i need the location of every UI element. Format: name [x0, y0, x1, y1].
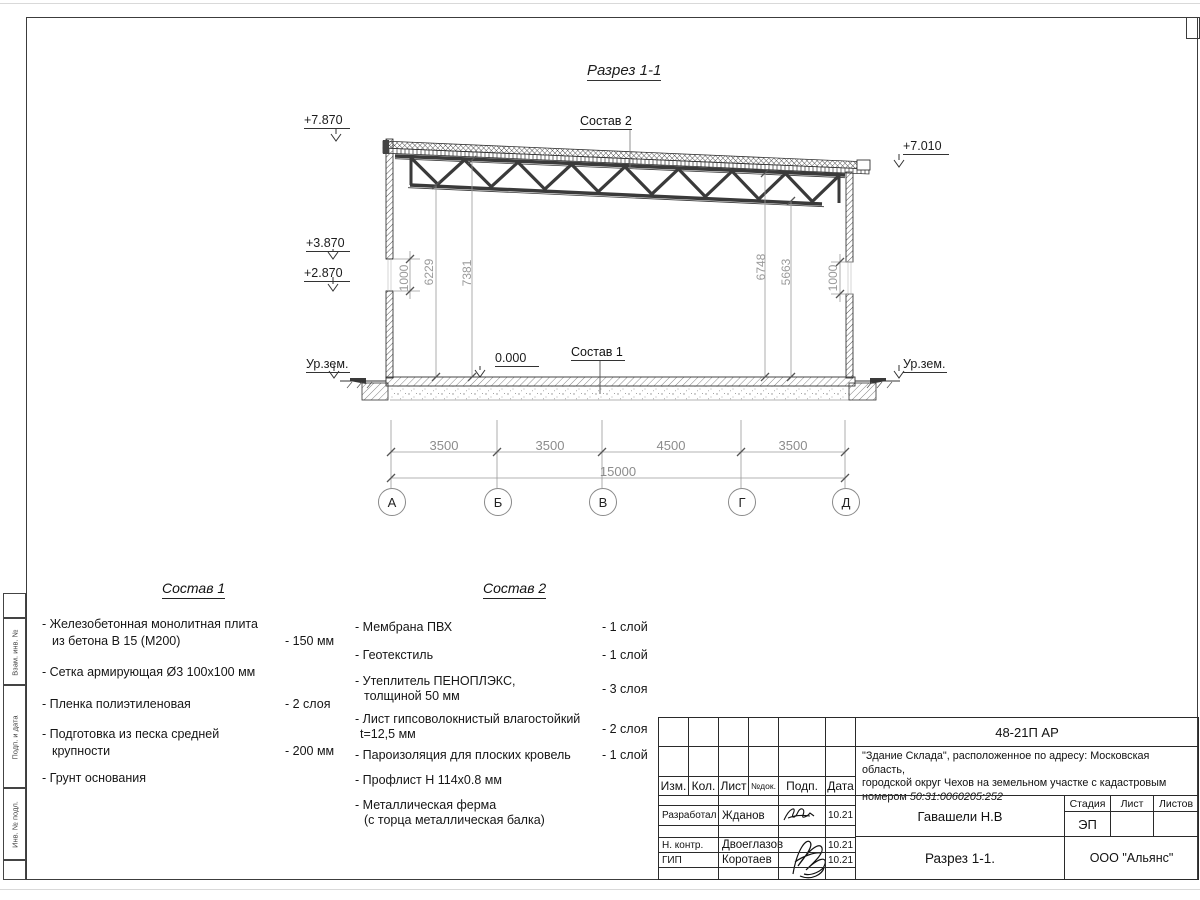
tb-cell: [748, 746, 779, 777]
sostav1-item-3-line1: - Подготовка из песка средней: [42, 727, 220, 741]
tb-cell: [718, 717, 749, 747]
project-line2: городской округ Чехов на земельном участке с кадастровым: [862, 777, 1167, 789]
vdim-right-1000: 1000: [826, 264, 840, 292]
tb-cell: [688, 746, 719, 777]
tb-name-zhdanov: Жданов: [718, 805, 779, 826]
tb-role-razrabotal: Разработал: [658, 805, 719, 826]
sostav2-item-3-value: - 2 слоя: [602, 722, 648, 736]
vdim-6748: 6748: [754, 253, 768, 281]
tb-date-razrabotal: 10.21: [825, 805, 856, 826]
sostav2-item-4-value: - 1 слой: [602, 748, 648, 762]
sostav1-item-0-value: - 150 мм: [285, 634, 335, 648]
sostav2-item-3-line2: t=12,5 мм: [360, 727, 416, 741]
foundation-left: [362, 383, 388, 400]
sostav2-item-6-line2: (с торца металлическая балка): [364, 813, 545, 827]
vdim-7381: 7381: [460, 259, 474, 287]
tb-cell: [718, 867, 779, 880]
axis-letter: А: [387, 494, 397, 510]
wall-right: [846, 172, 853, 378]
tb-project-description: [855, 746, 1199, 803]
tb-company: ООО "Альянс": [1064, 836, 1199, 880]
elevation-2870: +2.870: [304, 266, 350, 282]
sostav1-heading: Состав 1: [162, 580, 225, 599]
tb-stage-label: Стадия: [1064, 795, 1111, 812]
title-block: [658, 717, 1198, 880]
side-label-vzam: Взам. инв. №: [10, 629, 20, 676]
side-label-inv: Инв. № подл.: [10, 801, 20, 848]
sostav2-item-2-line1: - Утеплитель ПЕНОПЛЭКС,: [355, 674, 516, 688]
tb-name-korotaev: Коротаев: [718, 852, 779, 868]
hdim-vg: 4500: [656, 438, 686, 453]
floor-slab: [386, 377, 855, 386]
tb-cell: [748, 717, 779, 747]
sostav1-item-3-line2: крупности: [52, 744, 111, 758]
sostav2-item-0-value: - 1 слой: [602, 620, 648, 634]
ground-label-right: Ур.зем.: [903, 357, 946, 371]
tb-header-ndok: №док.: [748, 776, 779, 796]
tb-sheet-value: [1110, 811, 1154, 837]
project-line3-prefix: номером: [862, 790, 910, 803]
sostav2-item-6-line1: - Металлическая ферма: [355, 798, 497, 812]
tb-sig-cell: [778, 852, 826, 868]
sostav1-item-0-line1: - Железобетонная монолитная плита: [42, 617, 258, 631]
tb-client: Гавашели Н.В: [855, 795, 1065, 837]
sostav1-item-3-value: - 200 мм: [285, 744, 335, 758]
axis-bubble-b: [484, 488, 512, 516]
tb-cell: [658, 867, 719, 880]
hdim-ab: 3500: [429, 438, 459, 453]
sostav1-item-1-line1: - Сетка армирующая Ø3 100х100 мм: [42, 665, 256, 679]
sostav2-heading: Состав 2: [483, 580, 546, 599]
tb-doc-code: 48-21П АР: [855, 717, 1199, 747]
vdim-left-1000: 1000: [397, 264, 411, 292]
elevation-7010: +7.010: [903, 139, 949, 155]
tb-date-gip: 10.21: [825, 852, 856, 868]
side-label-podp: Подп. и дата: [10, 715, 20, 760]
tb-name-dvoeglazov: Двоеглазов: [718, 837, 779, 853]
sostav2-item-1-line1: - Геотекстиль: [355, 648, 434, 662]
tb-sheets-value: [1153, 811, 1199, 837]
foundation-right: [849, 383, 876, 400]
vdim-6229: 6229: [422, 258, 436, 286]
tb-header-kol: Кол.: [688, 776, 719, 796]
roof-end-plate-left: [383, 140, 389, 154]
sostav2-item-4-line1: - Пароизоляция для плоских кровель: [355, 748, 571, 762]
sostav1-item-0-line2: из бетона В 15 (М200): [52, 634, 181, 648]
axis-letter: Б: [493, 494, 503, 510]
tb-stage-value: ЭП: [1064, 811, 1111, 837]
tb-cell: [778, 717, 826, 747]
axis-bubble-v: [589, 488, 617, 516]
wall-left: [386, 139, 393, 378]
elevation-0000: 0.000: [495, 351, 539, 367]
tb-cell: [825, 746, 856, 777]
cadastral-number: 50:31:0060205:252: [909, 790, 1003, 803]
tb-cell: [718, 746, 749, 777]
tb-cell: [825, 717, 856, 747]
tb-doc-title: Разрез 1-1.: [855, 836, 1065, 880]
sostav2-item-2-value: - 3 слоя: [602, 682, 648, 696]
tb-cell: [658, 717, 689, 747]
hdim-gd: 3500: [778, 438, 808, 453]
tb-header-list: Лист: [718, 776, 749, 796]
callout-sostav2: Состав 2: [580, 114, 632, 128]
tb-cell: [778, 746, 826, 777]
tb-sig-cell: [778, 837, 826, 853]
tb-sheet-label: Лист: [1110, 795, 1154, 812]
roof-end-box-right: [857, 160, 870, 170]
sostav2-item-1-value: - 1 слой: [602, 648, 648, 662]
sand-layer: [390, 386, 851, 400]
axis-letter: Г: [738, 494, 746, 510]
vdim-5663: 5663: [779, 258, 793, 286]
sostav2-item-5-line1: - Профлист Н 114х0.8 мм: [355, 773, 502, 787]
hdim-total: 15000: [599, 464, 637, 479]
project-line1: "Здание Склада", расположенное по адресу: Московская область,: [862, 750, 1150, 776]
elevation-3870: +3.870: [306, 236, 350, 252]
callout-sostav1: Состав 1: [571, 345, 625, 361]
elevation-7870: +7.870: [304, 113, 350, 129]
tb-sig-cell: [778, 805, 826, 826]
ground-label-left: Ур.зем.: [306, 357, 349, 371]
axis-letter: Д: [841, 494, 851, 510]
tb-date-nkontr: 10.21: [825, 837, 856, 853]
tb-role-nkontr: Н. контр.: [658, 837, 719, 853]
axis-bubble-a: [378, 488, 406, 516]
axis-bubble-g: [728, 488, 756, 516]
axis-bubble-d: [832, 488, 860, 516]
hdim-bv: 3500: [535, 438, 565, 453]
tb-header-podp: Подп.: [778, 776, 826, 796]
tb-cell: [825, 867, 856, 880]
tb-cell: [778, 867, 826, 880]
sostav1-item-4-line1: - Грунт основания: [42, 771, 147, 785]
sostav2-item-2-line2: толщиной 50 мм: [364, 689, 460, 703]
tb-header-data: Дата: [825, 776, 856, 796]
tb-cell: [658, 746, 689, 777]
sostav2-item-3-line1: - Лист гипсоволокнистый влагостойкий: [355, 712, 581, 726]
tb-sheets-label: Листов: [1153, 795, 1199, 812]
sostav1-item-2-line1: - Пленка полиэтиленовая: [42, 697, 191, 711]
tb-cell: [688, 717, 719, 747]
page-title: Разрез 1-1: [587, 62, 662, 79]
sostav1-item-2-value: - 2 слоя: [285, 697, 331, 711]
tb-header-izm: Изм.: [658, 776, 689, 796]
axis-letter: В: [598, 494, 608, 510]
sostav2-item-0-line1: - Мембрана ПВХ: [355, 620, 453, 634]
tb-role-gip: ГИП: [658, 852, 719, 868]
